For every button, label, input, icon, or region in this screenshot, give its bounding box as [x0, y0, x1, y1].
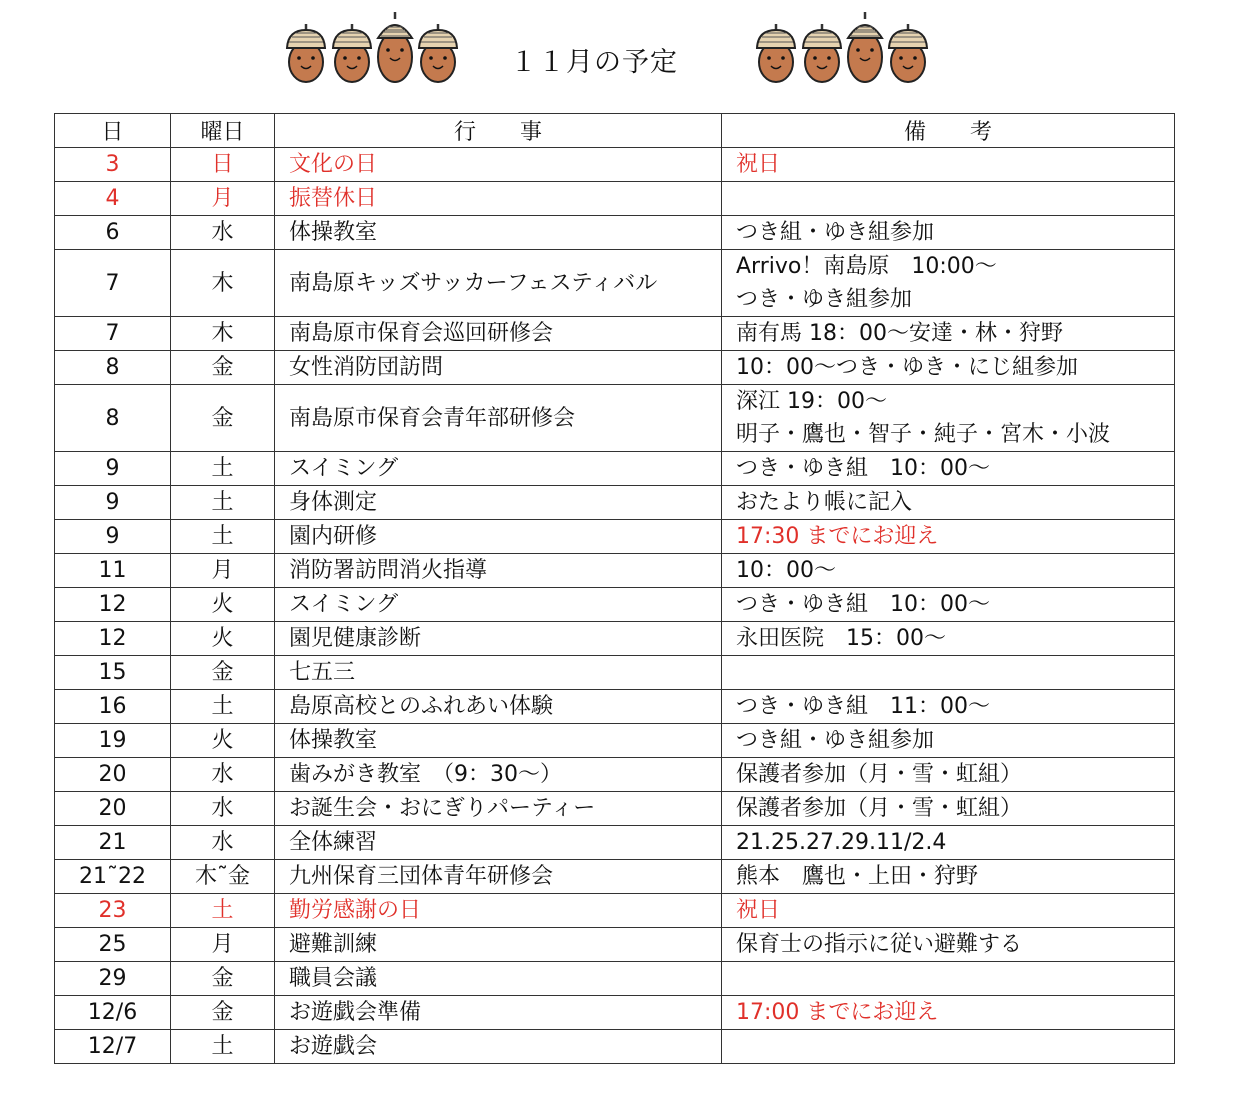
cell-note — [722, 792, 1175, 826]
table-header-row — [55, 114, 1175, 148]
note-line: 明子・鷹也・智子・純子・宮木・小波 — [736, 422, 1111, 447]
table-row — [55, 996, 1175, 1030]
cell-weekday: 月 — [171, 554, 275, 588]
cell-event: 園児健康診断 — [275, 622, 722, 656]
cell-day: 12 — [55, 622, 171, 656]
cell-event: 文化の日 — [275, 148, 722, 182]
cell-note — [722, 317, 1175, 351]
cell-weekday: 水 — [171, 216, 275, 250]
cell-event: 南島原キッズサッカーフェスティバル — [275, 250, 722, 317]
acorn-group-right — [754, 10, 930, 88]
cell-event: 勤労感謝の日 — [275, 894, 722, 928]
cell-day: 6 — [55, 216, 171, 250]
cell-weekday: 金 — [171, 351, 275, 385]
table-row — [55, 486, 1175, 520]
cell-weekday: 金 — [171, 656, 275, 690]
acorn-face-icon — [330, 22, 374, 88]
note-line: 南有馬 18：00～安達・林・狩野 — [736, 321, 1063, 346]
table-row — [55, 894, 1175, 928]
cell-day: 12 — [55, 588, 171, 622]
cell-weekday: 土 — [171, 690, 275, 724]
schedule-body — [55, 148, 1175, 1064]
note-line: つき組・ゆき組参加 — [736, 220, 935, 245]
note-line: つき・ゆき組 11：00～ — [736, 694, 990, 719]
cell-weekday: 木˜金 — [171, 860, 275, 894]
table-row — [55, 758, 1175, 792]
table-row — [55, 351, 1175, 385]
cell-day: 20 — [55, 792, 171, 826]
cell-event: スイミング — [275, 588, 722, 622]
cell-event: 職員会議 — [275, 962, 722, 996]
table-row — [55, 588, 1175, 622]
cell-weekday: 水 — [171, 792, 275, 826]
page-header — [0, 0, 1234, 100]
cell-note — [722, 182, 1175, 216]
column-header-weekday: 曜日 — [171, 114, 275, 148]
acorn-face-icon — [416, 22, 460, 88]
cell-day: 29 — [55, 962, 171, 996]
table-row — [55, 317, 1175, 351]
cell-event: 園内研修 — [275, 520, 722, 554]
cell-event: 島原高校とのふれあい体験 — [275, 690, 722, 724]
cell-day: 3 — [55, 148, 171, 182]
cell-note — [722, 724, 1175, 758]
cell-note — [722, 486, 1175, 520]
cell-day: 9 — [55, 520, 171, 554]
note-line: 祝日 — [736, 152, 781, 177]
table-row — [55, 622, 1175, 656]
acorn-face-icon — [886, 22, 930, 88]
note-line: 保育士の指示に従い避難する — [736, 932, 1023, 957]
cell-note — [722, 622, 1175, 656]
cell-weekday: 火 — [171, 622, 275, 656]
cell-day: 8 — [55, 351, 171, 385]
cell-weekday: 土 — [171, 520, 275, 554]
table-row — [55, 860, 1175, 894]
table-row — [55, 250, 1175, 317]
cell-weekday: 土 — [171, 894, 275, 928]
table-row — [55, 962, 1175, 996]
acorn-face-icon — [376, 10, 414, 88]
table-row — [55, 928, 1175, 962]
cell-day: 21 — [55, 826, 171, 860]
table-row — [55, 148, 1175, 182]
cell-note — [722, 452, 1175, 486]
cell-note — [722, 351, 1175, 385]
cell-weekday: 金 — [171, 996, 275, 1030]
cell-note — [722, 758, 1175, 792]
acorn-face-icon — [800, 22, 844, 88]
cell-event: 消防署訪問消火指導 — [275, 554, 722, 588]
cell-day: 15 — [55, 656, 171, 690]
cell-event: お誕生会・おにぎりパーティー — [275, 792, 722, 826]
note-line: 10：00～つき・ゆき・にじ組参加 — [736, 355, 1078, 380]
cell-event: 全体練習 — [275, 826, 722, 860]
note-line: Arrivo！南島原 10:00～ — [736, 254, 997, 279]
note-line: 17:00 までにお迎え — [736, 1000, 939, 1025]
cell-note — [722, 894, 1175, 928]
acorn-face-icon — [754, 22, 798, 88]
cell-event: 歯みがき教室 （9：30～） — [275, 758, 722, 792]
cell-weekday: 金 — [171, 962, 275, 996]
cell-event: 身体測定 — [275, 486, 722, 520]
cell-weekday: 木 — [171, 317, 275, 351]
cell-note — [722, 928, 1175, 962]
note-line: つき・ゆき組参加 — [736, 287, 913, 312]
cell-day: 21˜22 — [55, 860, 171, 894]
cell-day: 25 — [55, 928, 171, 962]
page-title: １１月の予定 — [510, 47, 678, 78]
note-line: 10：00～ — [736, 558, 836, 583]
cell-weekday: 火 — [171, 588, 275, 622]
column-header-event: 行 事 — [275, 114, 722, 148]
cell-note — [722, 656, 1175, 690]
cell-note — [722, 860, 1175, 894]
cell-weekday: 火 — [171, 724, 275, 758]
note-line: 保護者参加（月・雪・虹組） — [736, 796, 1023, 821]
cell-event: 南島原市保育会巡回研修会 — [275, 317, 722, 351]
cell-note — [722, 826, 1175, 860]
cell-weekday: 水 — [171, 758, 275, 792]
table-row — [55, 1030, 1175, 1064]
column-header-note: 備 考 — [722, 114, 1175, 148]
cell-weekday: 土 — [171, 1030, 275, 1064]
cell-day: 19 — [55, 724, 171, 758]
cell-event: 振替休日 — [275, 182, 722, 216]
cell-note — [722, 148, 1175, 182]
cell-weekday: 日 — [171, 148, 275, 182]
cell-day: 7 — [55, 317, 171, 351]
cell-event: 避難訓練 — [275, 928, 722, 962]
table-row — [55, 656, 1175, 690]
note-line: 17:30 までにお迎え — [736, 524, 939, 549]
cell-event: 体操教室 — [275, 724, 722, 758]
schedule-table — [54, 113, 1175, 1064]
cell-weekday: 水 — [171, 826, 275, 860]
cell-day: 16 — [55, 690, 171, 724]
table-row — [55, 826, 1175, 860]
cell-note — [722, 1030, 1175, 1064]
note-line: おたより帳に記入 — [736, 490, 913, 515]
acorn-face-icon — [846, 10, 884, 88]
column-header-day: 日 — [55, 114, 171, 148]
cell-weekday: 土 — [171, 486, 275, 520]
note-line: 21.25.27.29.11/2.4 — [736, 830, 947, 855]
note-line: 祝日 — [736, 898, 781, 923]
cell-day: 7 — [55, 250, 171, 317]
cell-note — [722, 250, 1175, 317]
note-line: 熊本 鷹也・上田・狩野 — [736, 864, 979, 889]
note-line: 永田医院 15：00～ — [736, 626, 946, 651]
table-row — [55, 690, 1175, 724]
acorn-face-icon — [284, 22, 328, 88]
cell-day: 23 — [55, 894, 171, 928]
table-row — [55, 792, 1175, 826]
cell-event: スイミング — [275, 452, 722, 486]
cell-event: 南島原市保育会青年部研修会 — [275, 385, 722, 452]
note-line: つき組・ゆき組参加 — [736, 728, 935, 753]
cell-weekday: 金 — [171, 385, 275, 452]
table-row — [55, 520, 1175, 554]
note-line: つき・ゆき組 10：00～ — [736, 592, 990, 617]
cell-day: 12/6 — [55, 996, 171, 1030]
cell-weekday: 月 — [171, 182, 275, 216]
cell-event: 女性消防団訪問 — [275, 351, 722, 385]
cell-event: 体操教室 — [275, 216, 722, 250]
note-line: 深江 19：00～ — [736, 389, 887, 414]
note-line: 保護者参加（月・雪・虹組） — [736, 762, 1023, 787]
cell-weekday: 土 — [171, 452, 275, 486]
cell-note — [722, 588, 1175, 622]
cell-weekday: 木 — [171, 250, 275, 317]
note-line: つき・ゆき組 10：00～ — [736, 456, 990, 481]
cell-day: 20 — [55, 758, 171, 792]
cell-day: 9 — [55, 452, 171, 486]
cell-day: 12/7 — [55, 1030, 171, 1064]
table-row — [55, 182, 1175, 216]
cell-event: お遊戯会 — [275, 1030, 722, 1064]
table-row — [55, 554, 1175, 588]
cell-weekday: 月 — [171, 928, 275, 962]
table-row — [55, 216, 1175, 250]
cell-note — [722, 996, 1175, 1030]
cell-day: 4 — [55, 182, 171, 216]
cell-event: 九州保育三団体青年研修会 — [275, 860, 722, 894]
table-row — [55, 385, 1175, 452]
cell-note — [722, 554, 1175, 588]
cell-note — [722, 690, 1175, 724]
cell-event: 七五三 — [275, 656, 722, 690]
cell-note — [722, 520, 1175, 554]
acorn-group-left — [284, 10, 460, 88]
cell-note — [722, 385, 1175, 452]
cell-day: 9 — [55, 486, 171, 520]
cell-event: お遊戯会準備 — [275, 996, 722, 1030]
cell-day: 11 — [55, 554, 171, 588]
table-row — [55, 724, 1175, 758]
cell-day: 8 — [55, 385, 171, 452]
cell-note — [722, 962, 1175, 996]
table-row — [55, 452, 1175, 486]
cell-note — [722, 216, 1175, 250]
